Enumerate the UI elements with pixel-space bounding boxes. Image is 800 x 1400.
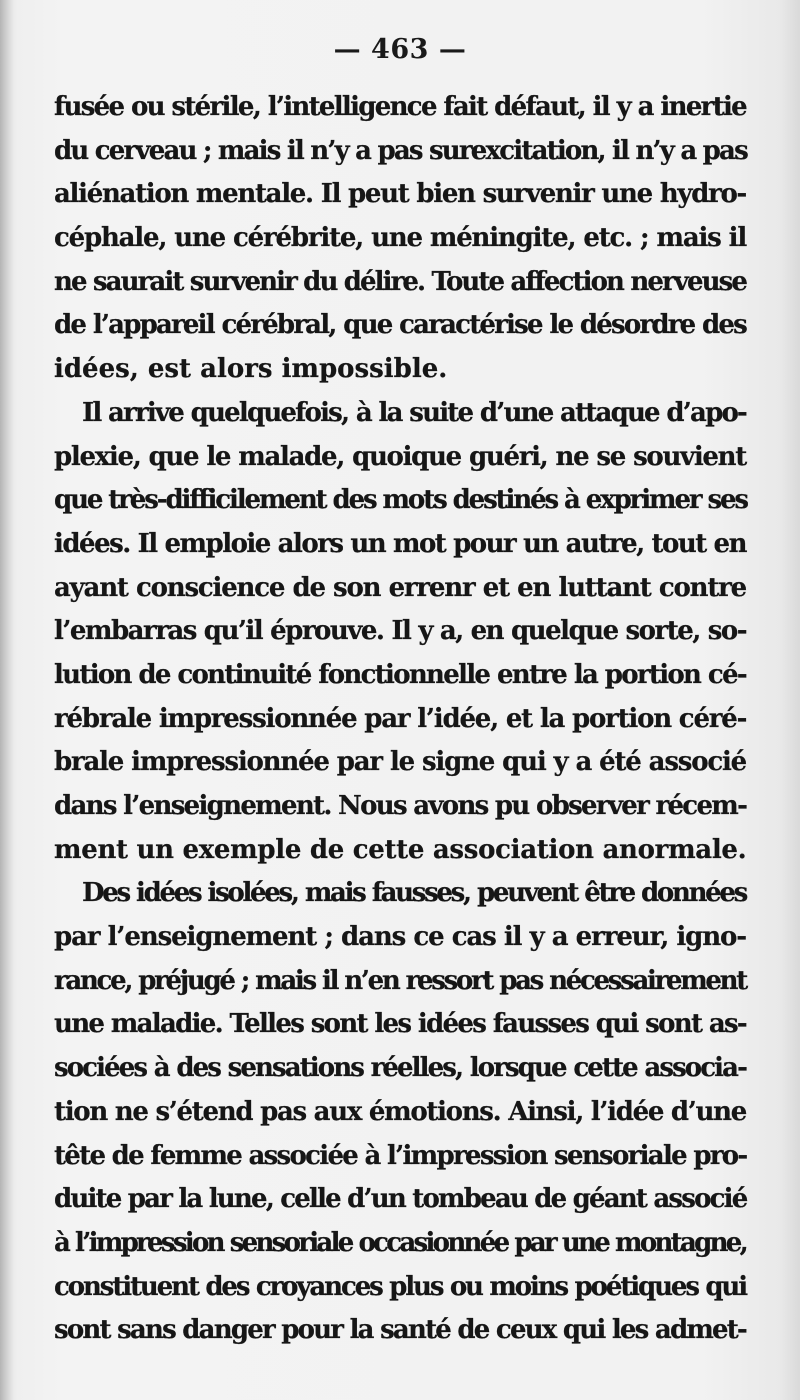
text-line: fusée ou stérile, l’intelligence fait défaut, il y a inertie — [54, 92, 746, 122]
body-text — [54, 86, 746, 1353]
text-line: rébrale impressionnée par l’idée, et la portion céré- — [54, 703, 747, 734]
text-line: constituent des croyances plus ou moins poétiques qui — [54, 1271, 746, 1302]
text-line: plexie, que le malade, quoique guéri, ne se souvient — [54, 441, 746, 472]
text-line: que très-difficilement des mots destinés à exprimer ses — [54, 485, 747, 516]
text-line: à l’impression sensoriale occasionnée par une montagne, — [54, 1227, 746, 1258]
text-line: rance, préjugé ; mais il n’en ressort pas nécessairement — [54, 965, 746, 996]
text-line: tion ne s’étend pas aux émotions. Ainsi, l’idée d’une — [54, 1096, 746, 1127]
text-line: lution de continuité fonctionnelle entre la portion cé- — [54, 659, 746, 690]
text-line: dans l’enseignement. Nous avons pu observer récem- — [54, 791, 747, 821]
text-line: duite par la lune, celle d’un tombeau de géant associé — [54, 1184, 747, 1215]
text-line: par l’enseignement ; dans ce cas il y a erreur, igno- — [54, 922, 746, 953]
text-line: sociées à des sensations réelles, lorsque cette associa- — [54, 1053, 746, 1084]
text-line: ment un exemple de cette association anormale. — [54, 834, 747, 865]
text-line: une maladie. Telles sont les idées fausses qui sont as- — [54, 1009, 746, 1040]
text-line: Il arrive quelquefois, à la suite d’une attaque d’apo- — [82, 397, 746, 428]
text-line: idées, est alors impossible. — [54, 354, 448, 385]
text-line: Des idées isolées, mais fausses, peuvent être données — [82, 878, 746, 909]
text-line: de l’appareil cérébral, que caractérise le désordre des — [54, 310, 746, 341]
text-line: aliénation mentale. Il peut bien survenir une hydro- — [54, 179, 746, 210]
text-line: sont sans danger pour la santé de ceux qui les admet- — [54, 1315, 746, 1346]
text-line: l’embarras qu’il éprouve. Il y a, en quelque sorte, so- — [54, 616, 746, 647]
text-line: ayant conscience de son errenr et en luttant contre — [54, 572, 746, 603]
text-line: céphale, une cérébrite, une méningite, etc. ; mais il — [54, 223, 746, 254]
text-line: ne saurait survenir du délire. Toute affection nerveuse — [54, 266, 746, 297]
page-number: — 463 — — [333, 34, 467, 65]
page-edge-shadow — [0, 0, 14, 1400]
text-line: brale impressionnée par le signe qui y a été associé — [54, 747, 746, 778]
text-line: idées. Il emploie alors un mot pour un autre, tout en — [54, 528, 746, 559]
text-line: du cerveau ; mais il n’y a pas surexcitation, il n’y a pas — [54, 135, 747, 166]
text-line: tête de femme associée à l’impression sensoriale pro- — [54, 1140, 747, 1171]
